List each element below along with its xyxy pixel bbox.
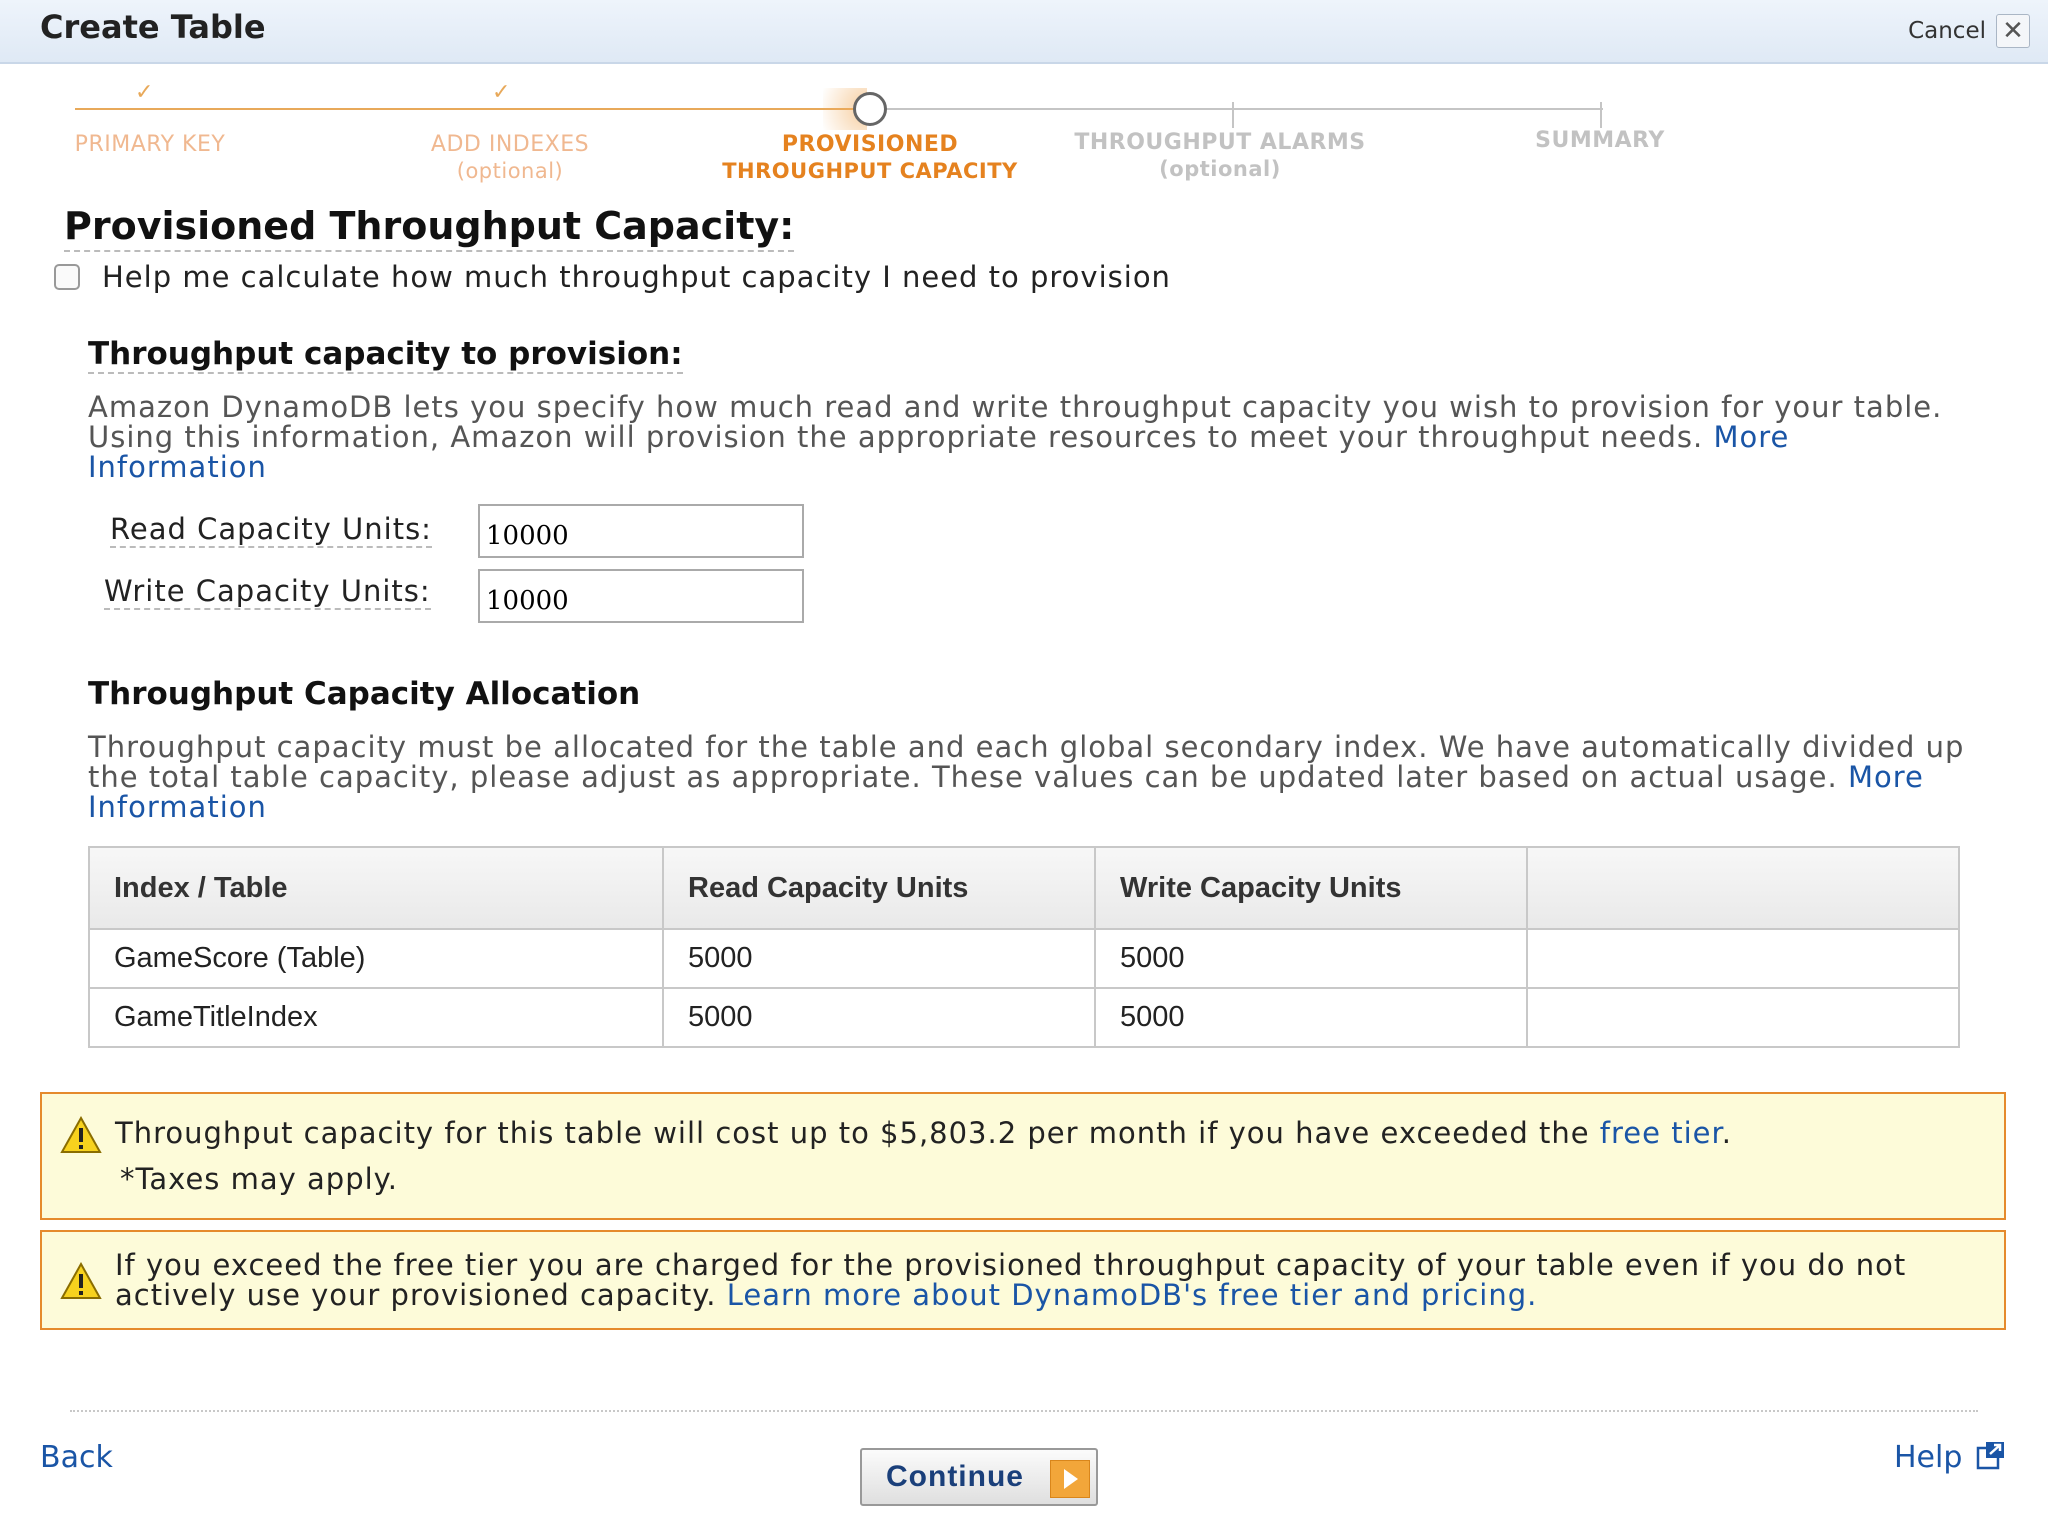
current-step-marker (853, 92, 887, 126)
close-icon[interactable]: ✕ (1996, 14, 2030, 48)
provision-description (88, 392, 1968, 482)
allocation-text: Throughput capacity must be allocated for the table and each global secondary index. We have automatically divided up the total table capacity, please adjust as appropriate. These values can be updated later based on actual usage. (88, 730, 1965, 794)
cost-warning-text (115, 1118, 1984, 1148)
step-add-indexes[interactable] (380, 132, 640, 184)
step-label: THROUGHPUT ALARMS (1074, 130, 1366, 155)
calculator-checkbox[interactable] (54, 264, 80, 290)
table-row (89, 929, 1959, 988)
wizard-progress (0, 64, 2048, 194)
table-cell[interactable]: 5000 (663, 929, 1095, 988)
cost-period: . (1721, 1116, 1732, 1150)
step-sublabel: THROUGHPUT CAPACITY (722, 159, 1018, 183)
table-cell: GameScore (Table) (89, 929, 663, 988)
provision-heading: Throughput capacity to provision: (88, 336, 683, 372)
table-cell (1527, 929, 1959, 988)
table-cell[interactable]: 5000 (1095, 988, 1527, 1047)
provision-text: Amazon DynamoDB lets you specify how much read and write throughput capacity you wish to provision for your table. Using this information, Amazon will provision the appropriate resources to meet your throughput needs. (88, 390, 1943, 454)
taxes-note: *Taxes may apply. (120, 1162, 398, 1196)
page-title: Provisioned Throughput Capacity: (64, 204, 794, 252)
free-tier-text: If you exceed the free tier you are charged for the provisioned throughput capacity of your table even if you do not actively use your provisioned capacity. (115, 1248, 1907, 1312)
step-label: SUMMARY (1535, 128, 1665, 153)
provision-more-info-link[interactable]: More Information (88, 420, 1790, 484)
table-cell[interactable]: 5000 (663, 988, 1095, 1047)
free-tier-warning-text (115, 1250, 1984, 1310)
table-cell[interactable]: 5000 (1095, 929, 1527, 988)
column-header (1527, 847, 1959, 929)
dialog-title: Create Table (40, 8, 266, 46)
column-header: Read Capacity Units (663, 847, 1095, 929)
wizard-progress-complete (75, 108, 865, 110)
continue-button[interactable] (860, 1448, 1098, 1506)
calculator-option (54, 260, 1171, 294)
continue-label: Continue (886, 1460, 1024, 1493)
calculator-label[interactable]: Help me calculate how much throughput capacity I need to provision (102, 260, 1171, 294)
step-provisioned-throughput (700, 132, 1040, 184)
table-header-row (89, 847, 1959, 929)
allocation-description (88, 732, 1968, 822)
read-capacity-label: Read Capacity Units: (110, 512, 432, 546)
table-cell (1527, 988, 1959, 1047)
step-primary-key[interactable] (40, 132, 260, 158)
allocation-more-info-link[interactable]: More Information (88, 760, 1924, 824)
write-capacity-label: Write Capacity Units: (104, 574, 431, 608)
wizard-progress-remaining (883, 108, 1603, 110)
warning-icon (60, 1116, 102, 1154)
dialog-header (0, 0, 2048, 64)
back-link[interactable]: Back (40, 1440, 113, 1475)
free-tier-link[interactable]: free tier (1599, 1116, 1722, 1150)
write-capacity-input[interactable] (478, 569, 804, 623)
step-throughput-alarms (1060, 130, 1380, 182)
step-label: PRIMARY KEY (74, 132, 226, 157)
footer-divider (70, 1410, 1978, 1412)
warning-icon (60, 1262, 102, 1300)
read-capacity-input[interactable] (478, 504, 804, 558)
check-icon: ✓ (135, 80, 154, 105)
step-label: ADD INDEXES (430, 132, 590, 157)
allocation-heading: Throughput Capacity Allocation (88, 676, 641, 712)
check-icon: ✓ (492, 80, 511, 105)
step-marker (1232, 102, 1234, 128)
help-link[interactable]: Help (1894, 1440, 1963, 1475)
pricing-link[interactable]: Learn more about DynamoDB's free tier and pricing. (726, 1278, 1538, 1312)
cancel-link[interactable]: Cancel (1908, 18, 1986, 44)
external-link-icon[interactable] (1976, 1440, 2006, 1470)
step-summary (1490, 128, 1710, 154)
table-cell: GameTitleIndex (89, 988, 663, 1047)
cost-warning (40, 1092, 2006, 1220)
arrow-right-icon (1050, 1460, 1090, 1498)
step-sublabel: (optional) (1159, 157, 1281, 181)
column-header: Index / Table (89, 847, 663, 929)
step-marker (1600, 102, 1602, 128)
cost-text: Throughput capacity for this table will cost up to $5,803.2 per month if you have exceeded the (115, 1116, 1590, 1150)
allocation-table (88, 846, 1960, 1048)
free-tier-warning (40, 1230, 2006, 1330)
table-row (89, 988, 1959, 1047)
step-label: PROVISIONED (781, 132, 959, 157)
column-header: Write Capacity Units (1095, 847, 1527, 929)
step-sublabel: (optional) (456, 159, 564, 183)
